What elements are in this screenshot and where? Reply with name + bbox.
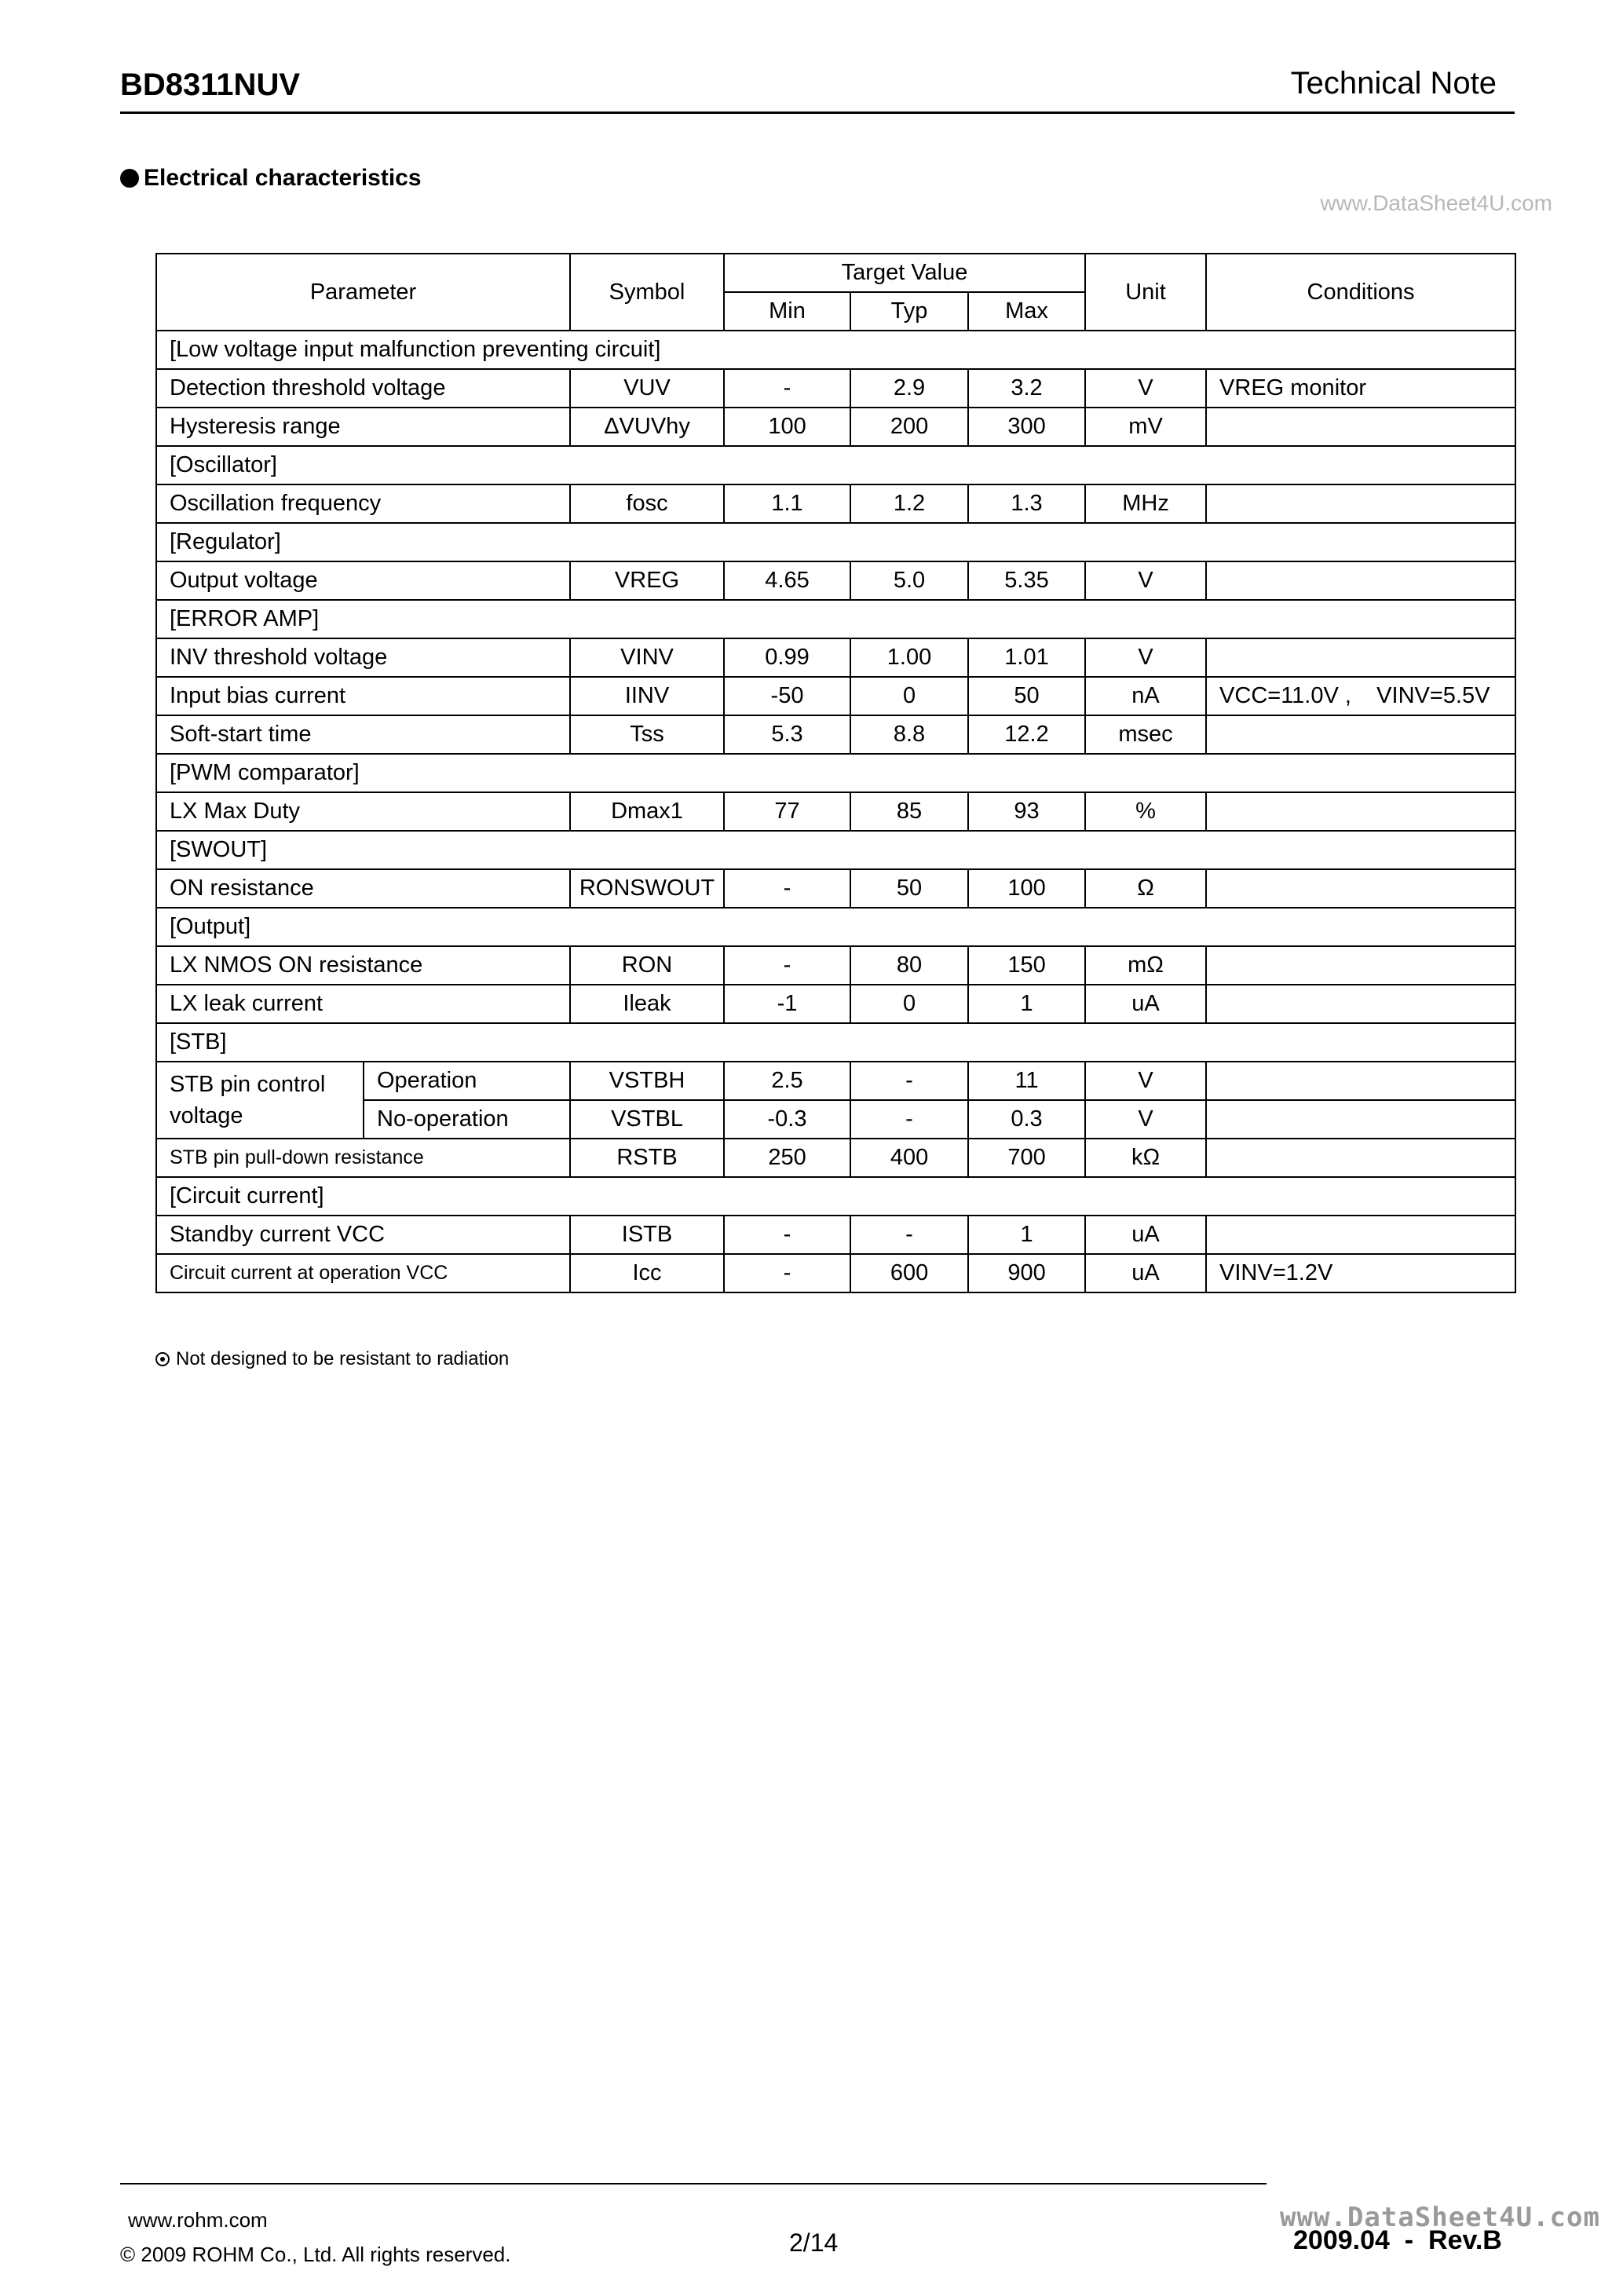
unit-cell: msec xyxy=(1085,715,1206,754)
typ-cell: 0 xyxy=(850,985,968,1023)
max-cell: 3.2 xyxy=(968,369,1085,408)
min-cell: 100 xyxy=(724,408,850,446)
typ-cell: 1.2 xyxy=(850,484,968,523)
header-conditions: Conditions xyxy=(1206,254,1515,331)
conditions-cell xyxy=(1206,1100,1515,1139)
category-label: [Circuit current] xyxy=(156,1177,1515,1216)
symbol-cell: VUV xyxy=(570,369,724,408)
watermark-bottom: www.DataSheet4U.com xyxy=(1280,2202,1600,2233)
unit-cell: % xyxy=(1085,792,1206,831)
symbol-cell: RONSWOUT xyxy=(570,869,724,908)
unit-cell: MHz xyxy=(1085,484,1206,523)
conditions-cell xyxy=(1206,792,1515,831)
min-cell: - xyxy=(724,1254,850,1292)
unit-cell: V xyxy=(1085,561,1206,600)
conditions-cell xyxy=(1206,869,1515,908)
conditions-cell xyxy=(1206,484,1515,523)
table-row xyxy=(156,561,1515,600)
table-row xyxy=(156,484,1515,523)
watermark-top: www.DataSheet4U.com xyxy=(1320,191,1552,215)
category-row xyxy=(156,754,1515,792)
min-cell: 4.65 xyxy=(724,561,850,600)
header-min: Min xyxy=(724,292,850,331)
symbol-cell: Ileak xyxy=(570,985,724,1023)
param-cell: Input bias current xyxy=(156,677,570,715)
max-cell: 300 xyxy=(968,408,1085,446)
part-number: BD8311NUV xyxy=(120,68,301,102)
unit-cell: V xyxy=(1085,369,1206,408)
symbol-cell: ISTB xyxy=(570,1216,724,1254)
symbol-cell: VINV xyxy=(570,638,724,677)
param-cell: LX Max Duty xyxy=(156,792,570,831)
category-row xyxy=(156,1177,1515,1216)
typ-cell: 2.9 xyxy=(850,369,968,408)
max-cell: 93 xyxy=(968,792,1085,831)
table-row xyxy=(156,946,1515,985)
conditions-cell xyxy=(1206,1062,1515,1100)
conditions-cell: VREG monitor xyxy=(1206,369,1515,408)
conditions-cell xyxy=(1206,408,1515,446)
unit-cell: Ω xyxy=(1085,869,1206,908)
min-cell: 250 xyxy=(724,1139,850,1177)
min-cell: 77 xyxy=(724,792,850,831)
typ-cell: 600 xyxy=(850,1254,968,1292)
table-row xyxy=(156,677,1515,715)
conditions-cell xyxy=(1206,1139,1515,1177)
max-cell: 1 xyxy=(968,1216,1085,1254)
param-cell: ON resistance xyxy=(156,869,570,908)
unit-cell: mΩ xyxy=(1085,946,1206,985)
min-cell: -0.3 xyxy=(724,1100,850,1139)
typ-cell: 50 xyxy=(850,869,968,908)
min-cell: - xyxy=(724,369,850,408)
unit-cell: kΩ xyxy=(1085,1139,1206,1177)
min-cell: 2.5 xyxy=(724,1062,850,1100)
category-row xyxy=(156,523,1515,561)
typ-cell: 80 xyxy=(850,946,968,985)
typ-cell: 8.8 xyxy=(850,715,968,754)
category-label: [SWOUT] xyxy=(156,831,1515,869)
max-cell: 0.3 xyxy=(968,1100,1085,1139)
header-typ: Typ xyxy=(850,292,968,331)
header-symbol: Symbol xyxy=(570,254,724,331)
typ-cell: - xyxy=(850,1062,968,1100)
typ-cell: 0 xyxy=(850,677,968,715)
category-row xyxy=(156,1023,1515,1062)
min-cell: -1 xyxy=(724,985,850,1023)
param-cell: LX NMOS ON resistance xyxy=(156,946,570,985)
table-row xyxy=(156,369,1515,408)
table-row xyxy=(156,638,1515,677)
symbol-cell: RON xyxy=(570,946,724,985)
typ-cell: 200 xyxy=(850,408,968,446)
min-cell: 0.99 xyxy=(724,638,850,677)
unit-cell: nA xyxy=(1085,677,1206,715)
max-cell: 5.35 xyxy=(968,561,1085,600)
sub-param-cell: Operation xyxy=(364,1062,570,1100)
footnote-text: Not designed to be resistant to radiation xyxy=(176,1348,510,1369)
page-number: 2/14 xyxy=(789,2228,839,2257)
typ-cell: - xyxy=(850,1100,968,1139)
min-cell: -50 xyxy=(724,677,850,715)
table-row xyxy=(156,1254,1515,1292)
category-label: [Regulator] xyxy=(156,523,1515,561)
max-cell: 1.3 xyxy=(968,484,1085,523)
section-title: Electrical characteristics xyxy=(144,165,422,191)
param-cell: Hysteresis range xyxy=(156,408,570,446)
footer-url[interactable]: www.rohm.com xyxy=(128,2208,268,2232)
max-cell: 1.01 xyxy=(968,638,1085,677)
category-label: [STB] xyxy=(156,1023,1515,1062)
conditions-cell: VINV=1.2V xyxy=(1206,1254,1515,1292)
table-row xyxy=(156,1216,1515,1254)
footnote xyxy=(155,1348,509,1370)
bullet-icon xyxy=(120,169,139,188)
header-unit: Unit xyxy=(1085,254,1206,331)
param-cell: Oscillation frequency xyxy=(156,484,570,523)
typ-cell: 85 xyxy=(850,792,968,831)
typ-cell: - xyxy=(850,1216,968,1254)
max-cell: 150 xyxy=(968,946,1085,985)
header-max: Max xyxy=(968,292,1085,331)
category-label: [Oscillator] xyxy=(156,446,1515,484)
max-cell: 50 xyxy=(968,677,1085,715)
typ-cell: 5.0 xyxy=(850,561,968,600)
header-row xyxy=(156,254,1515,292)
max-cell: 700 xyxy=(968,1139,1085,1177)
table-row xyxy=(156,985,1515,1023)
symbol-cell: Dmax1 xyxy=(570,792,724,831)
section-heading xyxy=(120,165,422,192)
unit-cell: uA xyxy=(1085,985,1206,1023)
category-row xyxy=(156,600,1515,638)
max-cell: 900 xyxy=(968,1254,1085,1292)
header-parameter: Parameter xyxy=(156,254,570,331)
param-cell: Standby current VCC xyxy=(156,1216,570,1254)
param-cell: Output voltage xyxy=(156,561,570,600)
max-cell: 11 xyxy=(968,1062,1085,1100)
target-mark-icon xyxy=(155,1352,170,1366)
unit-cell: uA xyxy=(1085,1216,1206,1254)
max-cell: 12.2 xyxy=(968,715,1085,754)
min-cell: - xyxy=(724,946,850,985)
min-cell: 1.1 xyxy=(724,484,850,523)
table-row xyxy=(156,1062,1515,1100)
category-row xyxy=(156,331,1515,369)
unit-cell: V xyxy=(1085,638,1206,677)
min-cell: - xyxy=(724,1216,850,1254)
conditions-cell xyxy=(1206,561,1515,600)
footer-copyright: © 2009 ROHM Co., Ltd. All rights reserved. xyxy=(120,2243,511,2266)
max-cell: 100 xyxy=(968,869,1085,908)
typ-cell: 1.00 xyxy=(850,638,968,677)
category-row xyxy=(156,446,1515,484)
symbol-cell: Icc xyxy=(570,1254,724,1292)
symbol-cell: VSTBL xyxy=(570,1100,724,1139)
revision: 2009.04 - Rev.B xyxy=(1293,2225,1502,2255)
header-rule xyxy=(120,112,1515,114)
param-cell: Soft-start time xyxy=(156,715,570,754)
conditions-cell xyxy=(1206,1216,1515,1254)
category-label: [PWM comparator] xyxy=(156,754,1515,792)
symbol-cell: RSTB xyxy=(570,1139,724,1177)
category-label: [Low voltage input malfunction preventing circuit] xyxy=(156,331,1515,369)
unit-cell: V xyxy=(1085,1062,1206,1100)
table-row xyxy=(156,408,1515,446)
table-row xyxy=(156,1139,1515,1177)
conditions-cell: VCC=11.0V , VINV=5.5V xyxy=(1206,677,1515,715)
param-cell: LX leak current xyxy=(156,985,570,1023)
param-cell: Detection threshold voltage xyxy=(156,369,570,408)
typ-cell: 400 xyxy=(850,1139,968,1177)
footer-rule xyxy=(120,2183,1267,2184)
unit-cell: mV xyxy=(1085,408,1206,446)
unit-cell: V xyxy=(1085,1100,1206,1139)
table-row xyxy=(156,715,1515,754)
symbol-cell: IINV xyxy=(570,677,724,715)
category-label: [Output] xyxy=(156,908,1515,946)
param-cell: STB pin pull-down resistance xyxy=(156,1139,570,1177)
table-row xyxy=(156,792,1515,831)
symbol-cell: ΔVUVhy xyxy=(570,408,724,446)
min-cell: - xyxy=(724,869,850,908)
conditions-cell xyxy=(1206,715,1515,754)
symbol-cell: fosc xyxy=(570,484,724,523)
stb-control-label: STB pin control voltage xyxy=(156,1062,364,1139)
table-row xyxy=(156,869,1515,908)
conditions-cell xyxy=(1206,638,1515,677)
symbol-cell: VSTBH xyxy=(570,1062,724,1100)
category-row xyxy=(156,908,1515,946)
document-type: Technical Note xyxy=(1290,66,1497,101)
max-cell: 1 xyxy=(968,985,1085,1023)
category-label: [ERROR AMP] xyxy=(156,600,1515,638)
symbol-cell: Tss xyxy=(570,715,724,754)
param-cell: Circuit current at operation VCC xyxy=(156,1254,570,1292)
symbol-cell: VREG xyxy=(570,561,724,600)
sub-param-cell: No-operation xyxy=(364,1100,570,1139)
min-cell: 5.3 xyxy=(724,715,850,754)
conditions-cell xyxy=(1206,985,1515,1023)
conditions-cell xyxy=(1206,946,1515,985)
param-cell: INV threshold voltage xyxy=(156,638,570,677)
electrical-characteristics-table xyxy=(155,253,1516,1293)
header-target-value: Target Value xyxy=(724,254,1085,292)
unit-cell: uA xyxy=(1085,1254,1206,1292)
category-row xyxy=(156,831,1515,869)
